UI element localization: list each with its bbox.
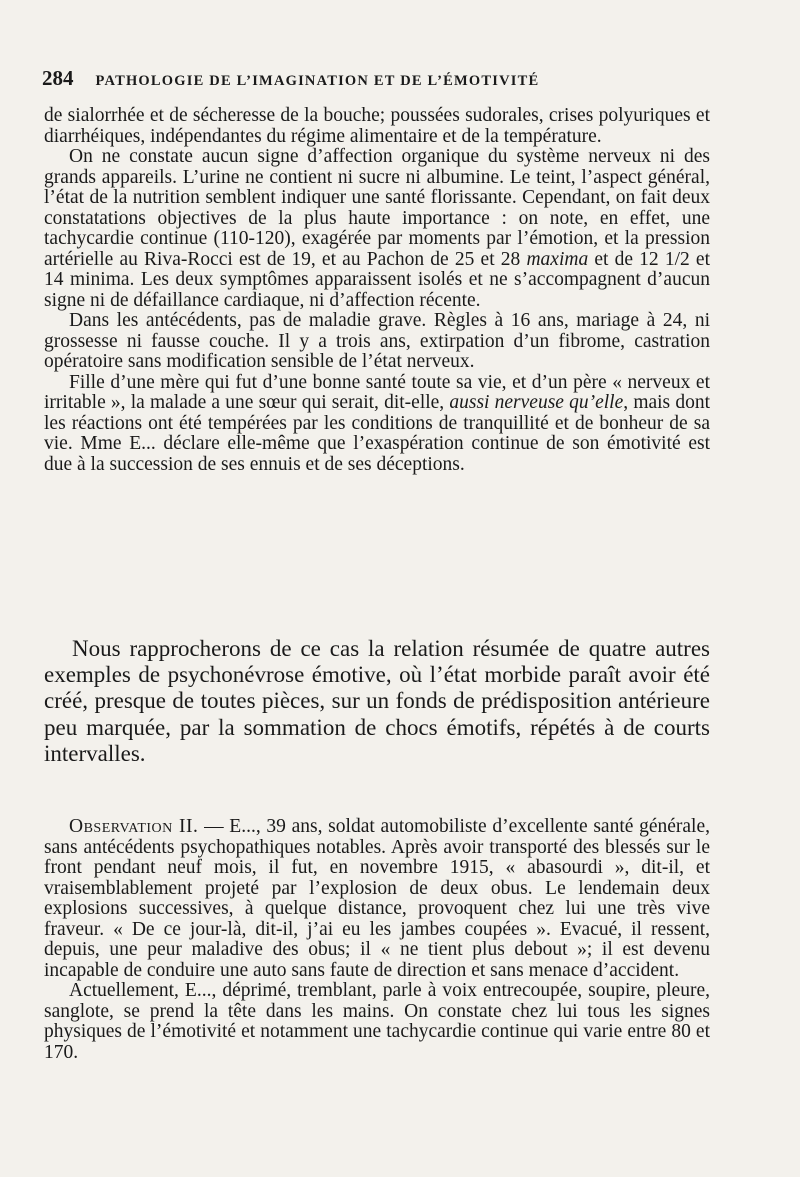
maxima-italic: maxima [526, 248, 589, 270]
observation-heading: Observation II. [69, 816, 199, 837]
paragraph-family-end: , mais dont les réactions ont été tempérées par les conditions de tranquillité et de bonheur de sa vie. Mme E... déclare elle-même que l’exaspération continue de son émotivité est due à la succession de ses ennuis et de ses déceptions. [44, 392, 710, 475]
case-one-text [44, 106, 710, 475]
paragraph-examination-end: et de 12 1/2 et 14 minima. Les deux symptômes apparaissent isolés et ne s’accompagnent d’aucun signe ni de défaillance cardiaque, ni d’affection récente. [44, 248, 711, 311]
paragraph-history: Dans les antécédents, pas de maladie grave. Règles à 16 ans, mariage à 24, ni grossesse ni fausse couche. Il y a trois ans, extirpation d’un fibrome, castration opératoire sans modification sensible de l’état nerveux. [44, 310, 710, 372]
running-title: PATHOLOGIE DE L’IMAGINATION ET DE L’ÉMOTIVITÉ [95, 73, 540, 89]
paragraph-family-start: Fille d’une mère qui fut d’une bonne santé toute sa vie, et d’un père « nerveux et irritable », la malade a une sœur qui serait, dit-elle, [44, 371, 710, 413]
summary-block [44, 636, 710, 767]
page-number: 284 [42, 66, 74, 90]
observation-current-state: Actuellement, E..., déprimé, tremblant, parle à voix entrecoupée, soupire, pleure, sanglote, se prend la tête dans les mains. On constate chez lui tous les signes physiques de l’émotivité et notamment une tachycardie continue qui varie entre 80 et 170. [44, 980, 710, 1063]
sister-quote-italic: aussi nerveuse qu’elle [449, 392, 624, 413]
observation-text: — E..., 39 ans, soldat automobiliste d’excellente santé générale, sans antécédents psychopathiques notables. Après avoir transporté des blessés sur le front pendant neuf mois, il fut, en novembre 1915, « abasourdi », dit-il, et vraisemblablement projeté par l’explosion de deux obus. Le lendemain deux explosions successives, à quelque distance, provoquent chez lui une très vive fraveur. « De ce jour-là, dit-il, j’ai eu les jambes coupées ». Evacué, il ressent, depuis, une peur maladive des obus; il « ne tient plus debout »; il est devenu incapable de conduire une auto sans faute de direction et sans menace d’accident. [44, 816, 711, 981]
paragraph-examination-start: On ne constate aucun signe d’affection organique du système nerveux ni des grands appareils. L’urine ne contient ni sucre ni albumine. Le teint, l’aspect général, l’état de la nutrition semblent indiquer une santé florissante. Cependant, on fait deux constatations objectives de la plus haute importance : on note, en effet, une tachycardie continue (110-120), exagérée par moments par l’émotion, et la pression artérielle au Riva-Rocci est de 19, et au Pachon de 25 et 28 [44, 146, 710, 270]
page-header [42, 66, 742, 91]
summary-paragraph: Nous rapprocherons de ce cas la relation résumée de quatre autres exemples de psychonévrose émotive, où l’état morbide paraît avoir été créé, presque de toutes pièces, sur un fonds de prédisposition antérieure peu marquée, par la sommation de chocs émotifs, répétés à de courts intervalles. [44, 636, 710, 766]
observation-two-block [44, 817, 710, 1063]
paragraph-examination [44, 147, 710, 311]
observation-paragraph [44, 817, 710, 981]
paragraph-symptoms: de sialorrhée et de sécheresse de la bouche; poussées sudorales, crises polyuriques et diarrhéiques, indépendantes du régime alimentaire et de la température. [44, 105, 710, 147]
paragraph-family [44, 373, 710, 476]
